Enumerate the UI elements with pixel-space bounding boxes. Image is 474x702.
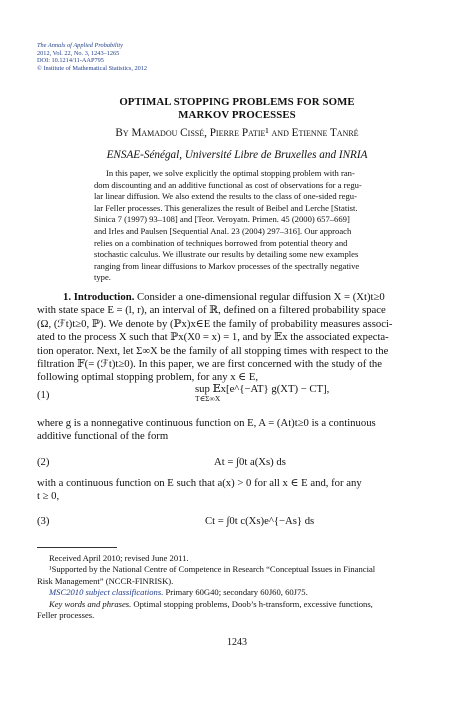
page-number: 1243 <box>227 637 247 648</box>
body-line: additive functional of the form <box>37 430 169 443</box>
keywords-text: Optimal stopping problems, Doob’s h-transform, excessive functions, <box>131 598 373 609</box>
body-line: (Ω, (ℱt)t≥0, ℙ). We denote by (ℙx)x∈E the family of probability measures associ- <box>37 317 393 330</box>
abstract-line: lar linear diffusion. We also extend the results to the class of one-sided regu- <box>94 191 357 202</box>
abstract-line: In this paper, we solve explicitly the optimal stopping problem with ran- <box>106 168 355 178</box>
msc-text: Primary 60G40; secondary 60J60, 60J75. <box>163 587 308 598</box>
body-line: filtration 𝔽(= (ℱt)t≥0). In this paper, we are first concerned with the study of the <box>37 358 383 371</box>
journal-name[interactable]: The Annals of Applied Probability <box>37 42 123 49</box>
equation-number: (2) <box>37 456 50 468</box>
equation-1 <box>195 382 329 403</box>
msc-note <box>37 587 437 598</box>
body-line: Consider a one-dimensional regular diffusion X = (Xt)t≥0 <box>137 291 385 303</box>
body-paragraph <box>37 477 437 504</box>
equation-2: At = ∫0t a(Xs) ds <box>214 456 286 468</box>
body-line: following optimal stopping problem, for any x ∈ E, <box>37 371 259 384</box>
abstract-line: lar Feller processes. This generalizes the result of Beibel and Lerche [Statist. <box>94 202 358 213</box>
journal-doi[interactable]: DOI: 10.1214/11-AAP795 <box>37 57 104 65</box>
body-line: with a continuous function on E such that a(x) > 0 for all x ∈ E and, for any <box>37 477 362 489</box>
affiliation: ENSAE-Sénégal, Université Libre de Bruxelles and INRIA <box>106 149 368 161</box>
funding-note: Risk Management” (NCCR-FINRISK). <box>37 575 174 586</box>
journal-header <box>37 42 147 72</box>
body-line: tion operator. Next, let Σ∞X be the family of all stopping times with respect to the <box>37 344 389 357</box>
paper-title <box>0 96 474 122</box>
title-line: MARKOV PROCESSES <box>178 109 296 121</box>
equation-number: (1) <box>37 389 50 401</box>
body-line: where g is a nonnegative continuous function on E, A = (At)t≥0 is a continuous <box>37 417 376 429</box>
abstract-line: Sinica 7 (1997) 93–108] and [Teor. Veroyatn. Primen. 45 (2000) 657–669] <box>94 214 350 225</box>
body-paragraph <box>37 417 437 444</box>
msc-link[interactable]: MSC2010 subject classifications. <box>49 587 164 598</box>
keywords-text: Feller processes. <box>37 610 95 621</box>
abstract-line: type. <box>94 272 111 283</box>
equation-number: (3) <box>37 515 50 527</box>
introduction-paragraph <box>37 291 437 385</box>
equation-subscript: T∈Σ∞X <box>195 394 221 403</box>
author-list: By Mamadou Cissé, Pierre Patie¹ and Etienne Tanré <box>115 127 359 139</box>
journal-copyright: © Institute of Mathematical Statistics, 2012 <box>37 64 148 72</box>
keywords-note <box>37 599 437 610</box>
abstract <box>94 168 392 284</box>
equation-3: Ct = ∫0t c(Xs)e^{−As} ds <box>205 515 315 527</box>
abstract-line: dom discounting and an additive functional as cost of observations for a regu- <box>94 179 362 190</box>
abstract-line: and Irles and Paulsen [Sequential Anal. 23 (2004) 297–316]. Our approach <box>94 225 352 236</box>
section-heading: 1. Introduction. <box>63 291 135 303</box>
title-line: OPTIMAL STOPPING PROBLEMS FOR SOME <box>119 96 355 108</box>
journal-volume: 2012, Vol. 22, No. 3, 1243–1265 <box>37 49 120 57</box>
abstract-line: relies on a combination of techniques borrowed from potential theory and <box>94 237 348 248</box>
equation-body: sup 𝔼x[e^{−AT} g(XT) − CT], <box>195 383 330 395</box>
funding-note: ¹Supported by the National Centre of Competence in Research “Conceptual Issues in Financial <box>49 564 376 575</box>
body-line: t ≥ 0, <box>37 490 60 503</box>
abstract-line: ranging from linear diffusions to Markov processes of the spectrally negative <box>94 260 360 271</box>
body-line: ated to the process X such that ℙx(X0 = x) = 1, and by 𝔼x the associated expecta- <box>37 331 389 344</box>
abstract-line: stochastic calculus. We illustrate our results by detailing some new examples <box>94 249 359 260</box>
footnote-divider <box>37 547 117 548</box>
body-line: with state space E = (l, r), an interval of ℝ, defined on a filtered probability space <box>37 304 386 317</box>
keywords-label: Key words and phrases. <box>49 598 132 609</box>
footnotes <box>37 553 437 621</box>
received-note: Received April 2010; revised June 2011. <box>49 553 189 563</box>
